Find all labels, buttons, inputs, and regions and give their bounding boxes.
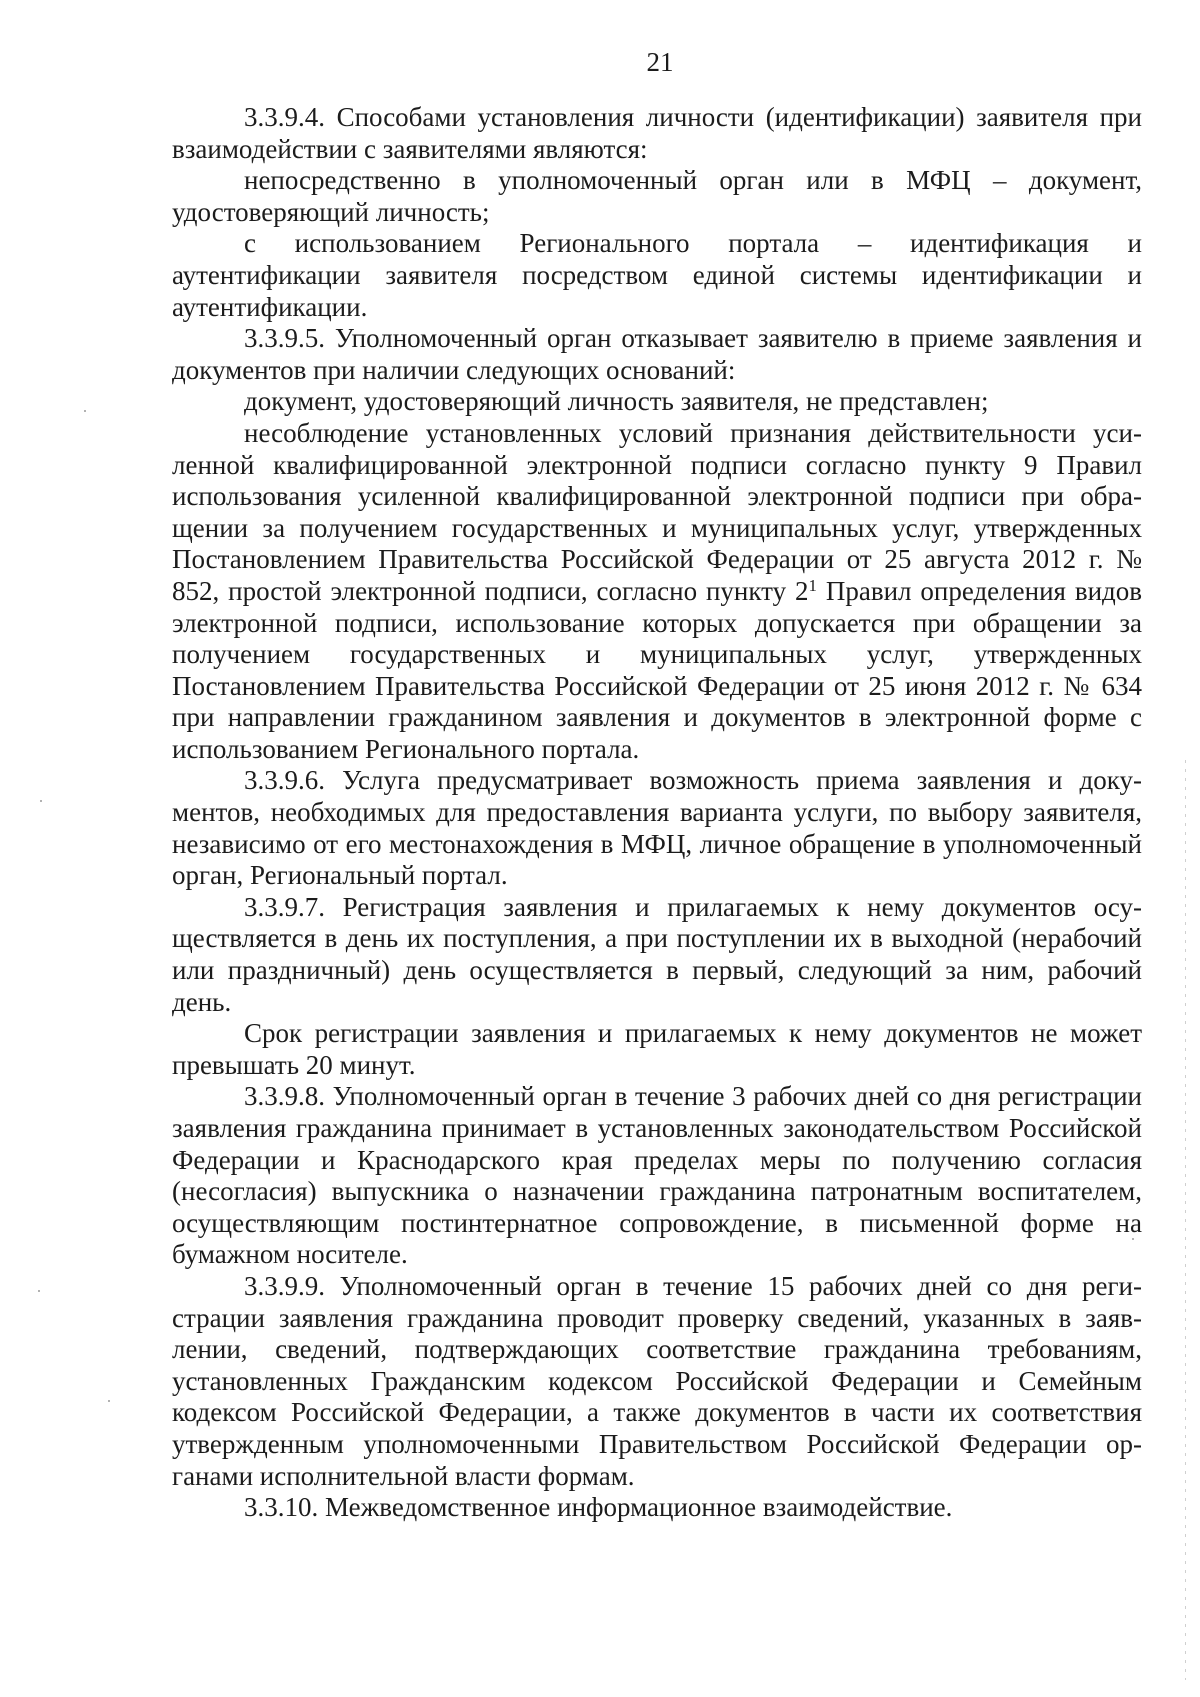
- paragraph-3-3-9-6: 3.3.9.6. Услуга предусматривает возможность приема заявления и документов, необходимых для предоставления варианта услуги, по выбору заявителя, независимо от его местонахождения в МФЦ, личное обращение в уполномоченный орган, Региональный портал.: [172, 765, 1142, 891]
- scan-speck: [38, 1290, 40, 1292]
- footnote-superscript: 1: [808, 575, 817, 595]
- paragraph-3-3-9-5-item-no-document: документ, удостоверяющий личность заявителя, не представлен;: [244, 386, 989, 417]
- paragraph-3-3-9-7-term: Срок регистрации заявления и прилагаемых к нему документов не может превышать 20 минут.: [172, 1018, 1142, 1080]
- scan-edge-line: [1185, 760, 1186, 1680]
- paragraph-3-3-9-4-item-in-person: непосредственно в уполномоченный орган или в МФЦ – документ, удостоверяющий личность;: [172, 165, 1142, 227]
- paragraph-3-3-9-9: 3.3.9.9. Уполномоченный орган в течение 15 рабочих дней со дня регистрации заявления гражданина проводит проверку сведений, указанных в заявлении, сведений, подтверждающих соответствие гражданина требованиям, установленных Гражданским кодексом Российской Федерации и Семейным кодексом Российской Федерации, а также документов в части их соответствия утвержденным уполномоченными Правительством Российской Федерации органами исполнительной власти формам.: [172, 1270, 1142, 1491]
- paragraph-3-3-9-5-item-signature: [172, 418, 1142, 766]
- page-number: 21: [646, 47, 674, 77]
- scan-speck: [40, 800, 42, 802]
- paragraph-3-3-9-7: 3.3.9.7. Регистрация заявления и прилагаемых к нему документов осуществляется в день их поступления, а при поступлении их в выходной (нерабочий или праздничный) день осуществляется в первый, следующий за ним, рабочий день.: [172, 891, 1142, 1017]
- scan-speck: [84, 410, 86, 412]
- document-body: [172, 102, 1142, 1524]
- paragraph-3-3-10: 3.3.10. Межведомственное информационное взаимодействие.: [244, 1492, 953, 1523]
- scan-speck: [1132, 1238, 1134, 1240]
- paragraph-3-3-9-4-item-portal: с использованием Регионального портала – идентификация и аутентификации заявителя посредством единой системы идентификации и аутентификации.: [172, 228, 1142, 322]
- paragraph-3-3-9-5: 3.3.9.5. Уполномоченный орган отказывает заявителю в приеме заявления и документов при наличии следующих оснований:: [172, 323, 1142, 385]
- scan-speck: [108, 1400, 110, 1402]
- signature-text-part-1: несоблюдение установленных условий признания действительности усиленной квалифицированной электронной подписи согласно пункту 9 Правил использования усиленной квалифицированной электронной подписи при обращении за получением государственных и муниципальных услуг, утвержденных Постановлением Правительства Российской Федерации от 25 августа 2012 г. № 852, простой электронной подписи, согласно пункту 2: [172, 417, 1142, 606]
- paragraph-3-3-9-8: 3.3.9.8. Уполномоченный орган в течение 3 рабочих дней со дня регистрации заявления гражданина принимает в установленных законодательством Российской Федерации и Краснодарского края пределах меры по получению согласия (несогласия) выпускника о назначении гражданина патронатным воспитателем, осуществляющим постинтернатное сопровождение, в письменной форме на бумажном носителе.: [172, 1081, 1142, 1270]
- paragraph-3-3-9-4: 3.3.9.4. Способами установления личности (идентификации) заявителя при взаимодействии с заявителями являются:: [172, 102, 1142, 164]
- signature-text-part-2: Правил определения видов электронной подписи, использование которых допускается при обращении за получением государственных и муниципальных услуг, утвержденных Постановлением Правительства Российской Федерации от 25 июня 2012 г. № 634 при направлении гражданином заявления и документов в электронной форме с использованием Регионального портала.: [172, 575, 1142, 764]
